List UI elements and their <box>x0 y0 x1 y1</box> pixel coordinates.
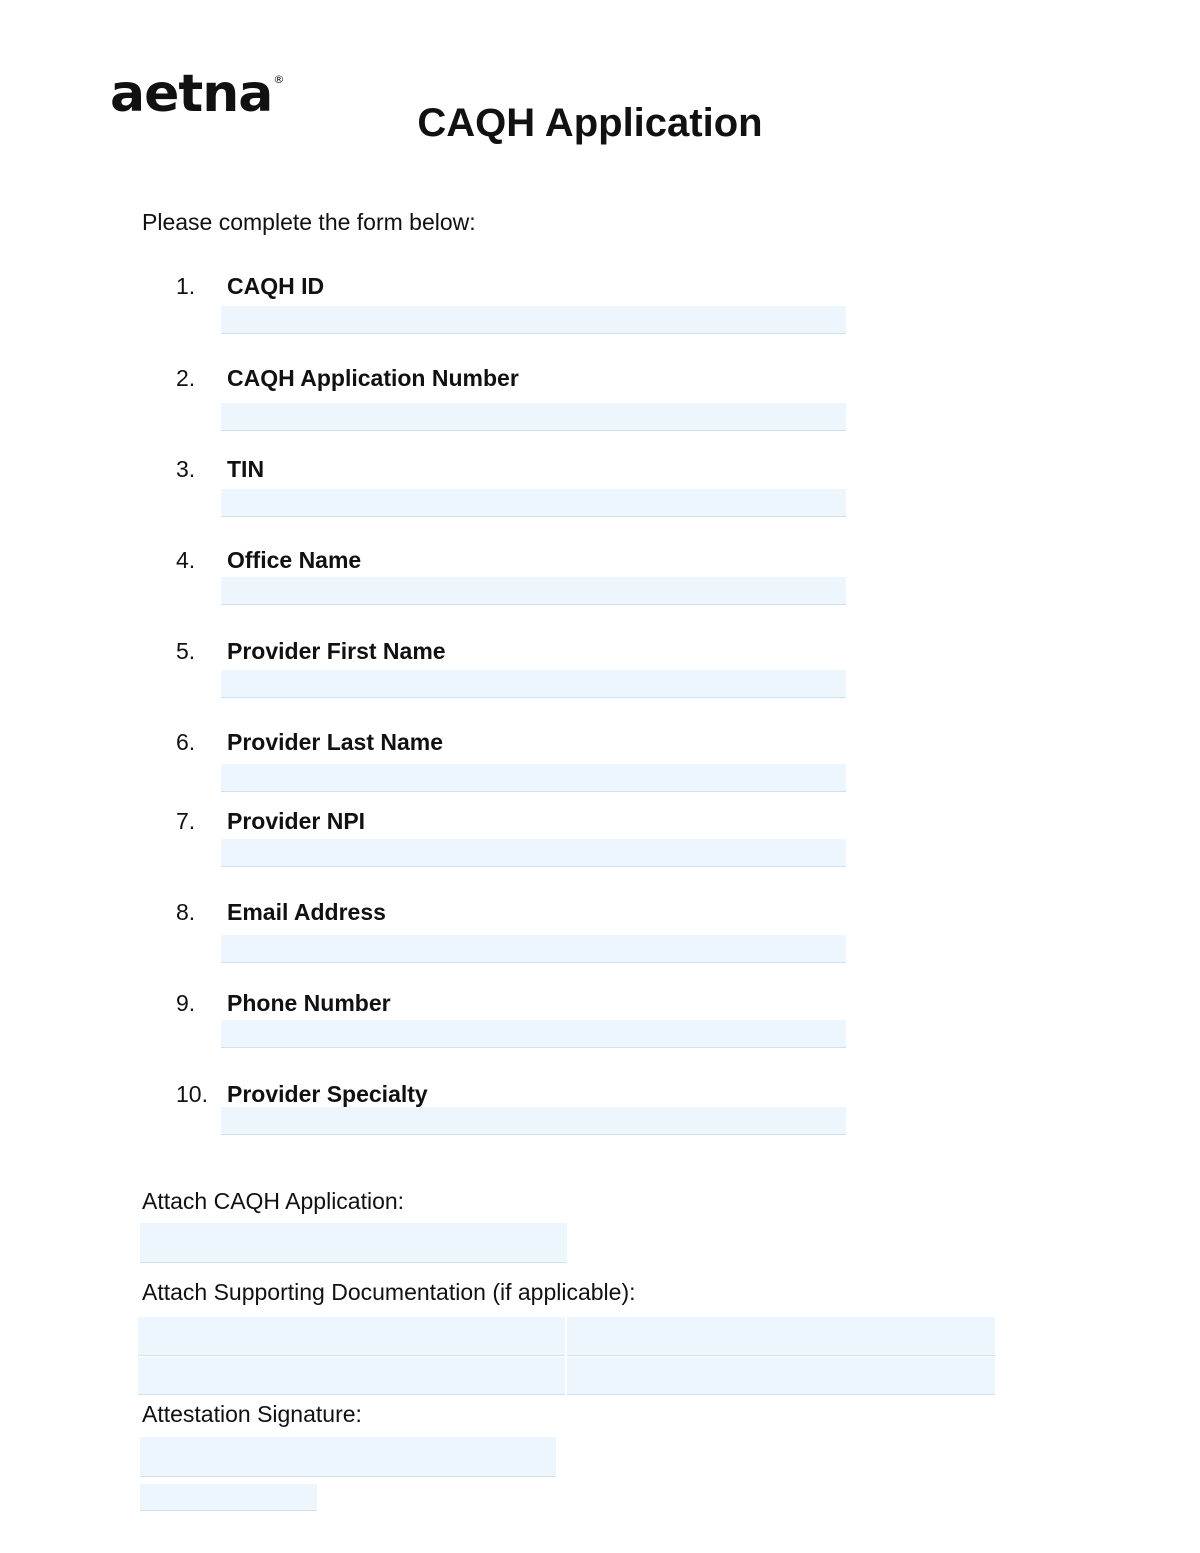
attestation-date-field[interactable] <box>140 1484 317 1511</box>
item-number: 6. <box>176 729 196 755</box>
office-name-label: Office Name <box>227 547 362 573</box>
item-number: 3. <box>176 456 196 482</box>
supporting-doc-field-4[interactable] <box>567 1357 995 1395</box>
item-number: 5. <box>176 638 196 664</box>
item-number: 8. <box>176 899 196 925</box>
item-number: 1. <box>176 273 196 299</box>
provider-npi-field[interactable] <box>221 839 846 867</box>
supporting-doc-field-1[interactable] <box>138 1317 565 1356</box>
provider-first-name-field[interactable] <box>221 670 846 698</box>
caqh-application-number-field[interactable] <box>221 403 846 431</box>
provider-npi-label: Provider NPI <box>227 808 366 834</box>
provider-specialty-field[interactable] <box>221 1107 846 1135</box>
item-number: 4. <box>176 547 196 573</box>
email-address-label: Email Address <box>227 899 386 925</box>
attach-caqh-application-field[interactable] <box>140 1223 567 1263</box>
item-number: 9. <box>176 990 196 1016</box>
caqh-id-label: CAQH ID <box>227 273 325 299</box>
tin-label: TIN <box>227 456 265 482</box>
provider-last-name-field[interactable] <box>221 764 846 792</box>
item-number: 7. <box>176 808 196 834</box>
provider-first-name-label: Provider First Name <box>227 638 446 664</box>
supporting-doc-field-3[interactable] <box>138 1357 565 1395</box>
attestation-signature-label: Attestation Signature: <box>142 1401 362 1427</box>
attach-caqh-application-label: Attach CAQH Application: <box>142 1188 405 1214</box>
logo-registered-mark: ® <box>273 73 284 86</box>
page-title: CAQH Application <box>417 101 763 145</box>
caqh-application-number-label: CAQH Application Number <box>227 365 519 391</box>
phone-number-label: Phone Number <box>227 990 391 1016</box>
attach-supporting-documentation-label: Attach Supporting Documentation (if applicable): <box>142 1279 636 1305</box>
logo-text: aetna <box>110 64 273 124</box>
form-intro: Please complete the form below: <box>142 209 476 235</box>
tin-field[interactable] <box>221 489 846 517</box>
email-address-field[interactable] <box>221 935 846 963</box>
attestation-signature-field[interactable] <box>140 1437 556 1477</box>
item-number: 2. <box>176 365 196 391</box>
provider-specialty-label: Provider Specialty <box>227 1081 428 1107</box>
caqh-id-field[interactable] <box>221 306 846 334</box>
supporting-doc-field-2[interactable] <box>567 1317 995 1356</box>
provider-last-name-label: Provider Last Name <box>227 729 444 755</box>
office-name-field[interactable] <box>221 577 846 605</box>
phone-number-field[interactable] <box>221 1020 846 1048</box>
item-number: 10. <box>176 1081 208 1107</box>
